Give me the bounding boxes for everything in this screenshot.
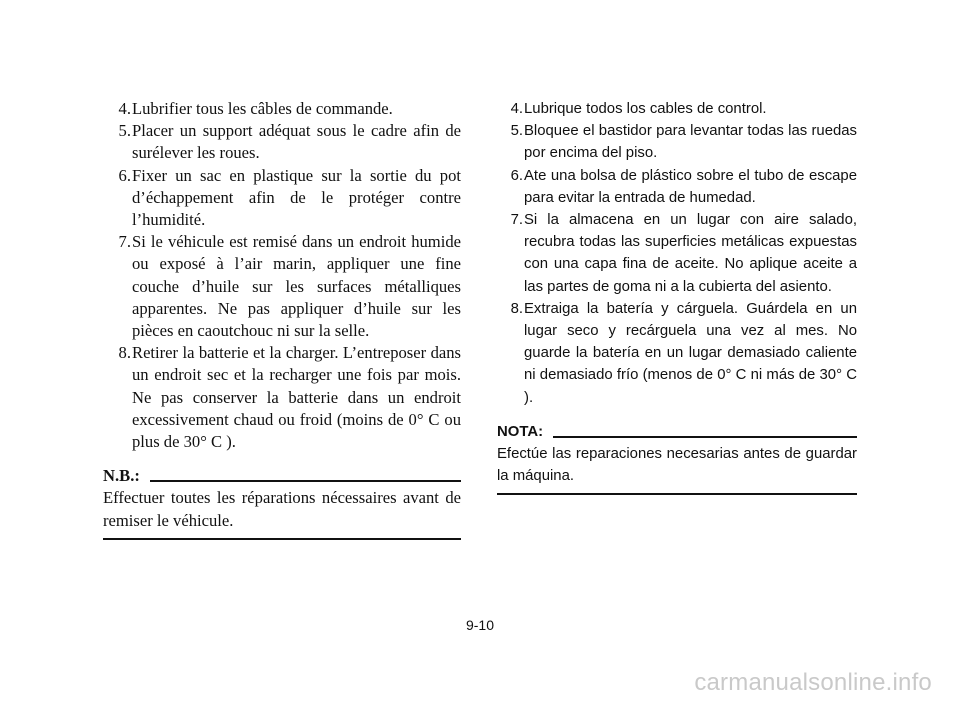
step-text: Si la almacena en un lugar con aire salado, recubra todas las superficies metálicas expuestas con una capa fina de aceite. No aplique aceite a las partes de goma ni a la cubierta del asiento. [524, 212, 857, 295]
french-steps-list [103, 98, 461, 453]
spanish-step-6 [497, 165, 857, 209]
step-number: 6. [118, 165, 131, 185]
spanish-note-end-rule [497, 493, 857, 495]
french-step-5 [103, 120, 461, 164]
spanish-step-8 [497, 298, 857, 409]
french-note-end-rule [103, 538, 461, 540]
french-step-6 [103, 165, 461, 232]
page-number: 9-10 [465, 617, 495, 633]
step-number: 4. [118, 99, 131, 118]
step-number: 7. [510, 212, 523, 229]
step-number: 5. [118, 121, 131, 141]
spanish-step-4 [497, 98, 857, 120]
step-text: Fixer un sac en plastique sur la sortie du pot d’échappement afin de le protéger contre l’humidité. [132, 165, 461, 230]
spanish-step-7 [497, 209, 857, 298]
spanish-step-5 [497, 120, 857, 164]
french-step-4 [103, 98, 461, 120]
spanish-steps-list [497, 98, 857, 409]
spanish-note-text: Efectúe las reparaciones necesarias antes de guardar la máquina. [497, 446, 857, 485]
step-text: Lubrique todos los cables de control. [524, 101, 767, 117]
step-text: Placer un support adéquat sous le cadre afin de surélever les roues. [132, 121, 461, 163]
step-number: 4. [510, 101, 523, 117]
step-text: Extraiga la batería y cárguela. Guárdela en un lugar seco y recárguela una vez al mes. No guarde la batería en un lugar demasiado caliente ni demasiado frío (menos de 0° C ni más de 30° C ). [524, 300, 857, 406]
step-text: Bloquee el bastidor para levantar todas las ruedas por encima del piso. [524, 123, 857, 162]
step-text: Ate una bolsa de plástico sobre el tubo de escape para evitar la entrada de humedad. [524, 167, 857, 206]
french-column [103, 98, 461, 540]
spanish-note-header [497, 421, 857, 443]
step-number: 8. [118, 343, 131, 363]
spanish-column [497, 98, 857, 495]
step-text: Retirer la batterie et la charger. L’entreposer dans un endroit sec et la recharger une fois par mois. Ne pas conserver la batterie dans un endroit excessivement chaud ou froid (moins de 0° C ou plus de 30° C ). [132, 343, 461, 452]
note-header-rule [150, 480, 461, 482]
french-note-text: Effectuer toutes les réparations nécessaires avant de remiser le véhicule. [103, 488, 461, 530]
step-text: Lubrifier tous les câbles de commande. [132, 99, 393, 118]
spanish-note-label: NOTA: [497, 423, 544, 440]
french-note-header [103, 465, 461, 487]
french-note-label: N.B.: [103, 466, 140, 486]
step-number: 8. [510, 300, 523, 317]
watermark: carmanualsonline.info [694, 669, 932, 696]
french-step-8 [103, 342, 461, 453]
french-step-7 [103, 231, 461, 342]
step-number: 7. [118, 232, 131, 252]
note-header-rule [553, 436, 857, 438]
step-number: 6. [510, 167, 523, 184]
step-text: Si le véhicule est remisé dans un endroit humide ou exposé à l’air marin, appliquer une fine couche d’huile sur les surfaces métalliques apparentes. Ne pas appliquer d’huile sur les pièces en caoutchouc ni sur la selle. [132, 232, 461, 341]
step-number: 5. [510, 123, 523, 140]
